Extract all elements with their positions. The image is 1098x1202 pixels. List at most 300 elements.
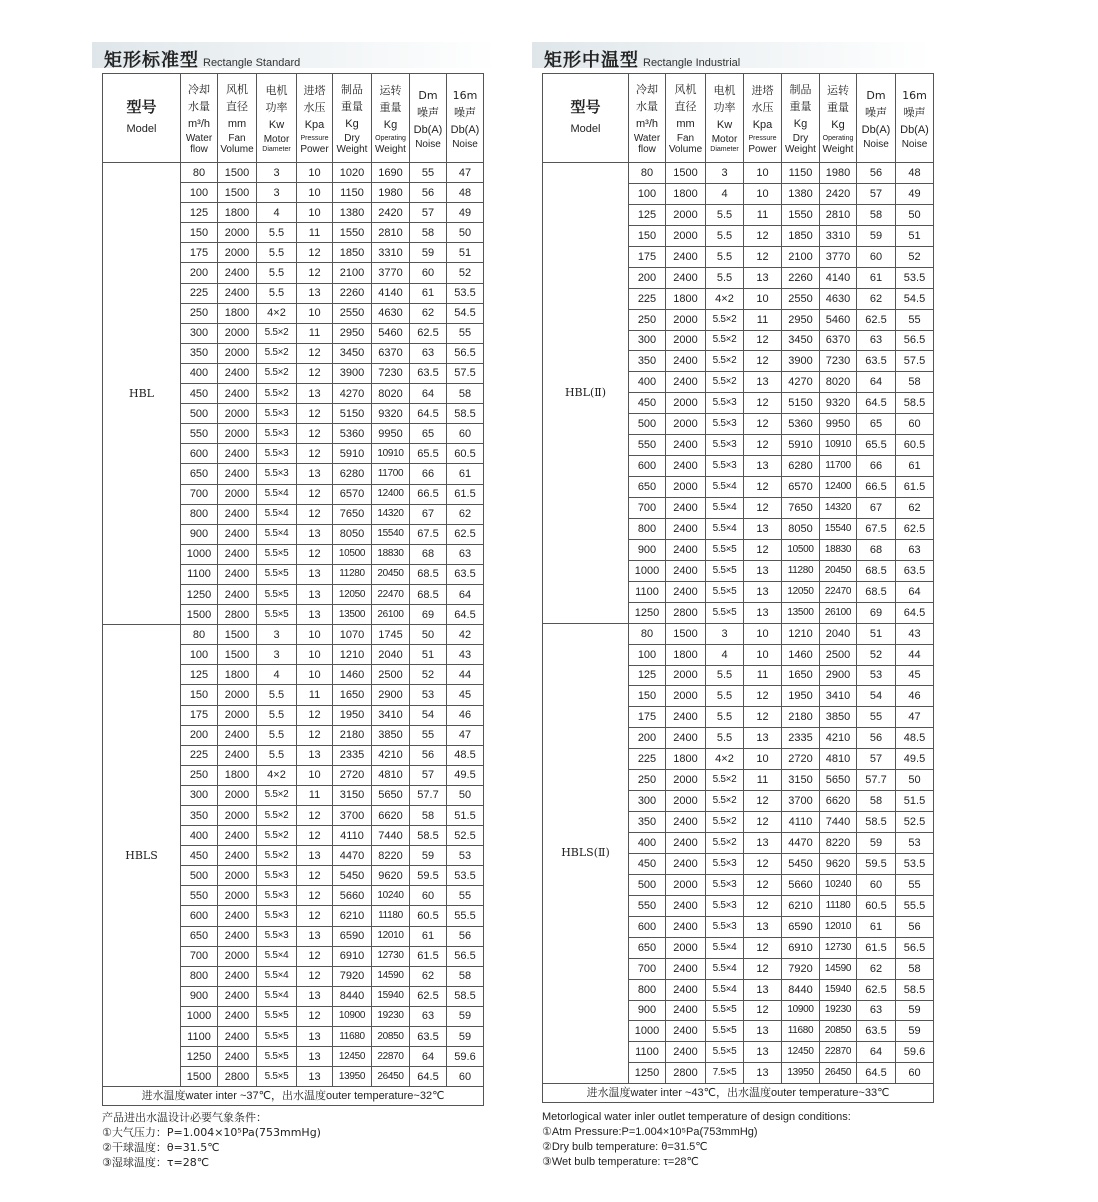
table-cell: 59.6 (447, 1047, 484, 1067)
table-cell: 1250 (629, 1063, 666, 1084)
table-cell: 8020 (372, 384, 410, 404)
table-cell: 10 (297, 183, 333, 203)
table-cell: 80 (629, 623, 666, 644)
table-cell: 500 (629, 874, 666, 895)
table-cell: 58.5 (447, 986, 484, 1006)
table-cell: 2260 (782, 267, 820, 288)
header-zh: 风机 (674, 83, 697, 96)
table-cell: 3 (257, 183, 297, 203)
header-en: Operating (822, 134, 854, 142)
table-cell: 5.5×5 (257, 544, 297, 564)
header-cell (744, 74, 782, 163)
table-cell: 5.5×3 (257, 906, 297, 926)
table-cell: 8220 (820, 833, 857, 854)
header-model-en: Model (126, 123, 157, 135)
table-cell: 45 (447, 685, 484, 705)
model-cell: HBLS (103, 625, 181, 1087)
table-cell: 1800 (666, 288, 706, 309)
table-cell: 51 (447, 243, 484, 263)
table-cell: 5.5 (257, 283, 297, 303)
table-cell: 63.5 (896, 560, 934, 581)
header-unit: Kpa (304, 118, 325, 131)
table-cell: 69 (410, 605, 447, 625)
table-cell: 58.5 (857, 812, 896, 833)
table-cell: 1150 (333, 183, 372, 203)
table-cell: 5.5×4 (706, 477, 744, 498)
header-en: Water (185, 133, 213, 144)
table-cell: 13 (744, 456, 782, 477)
table-cell: 1250 (181, 1047, 218, 1067)
panel-title-zh: 矩形标准型 (104, 50, 199, 71)
header-zh: 噪声 (454, 105, 476, 119)
table-cell: 175 (181, 705, 218, 725)
table-cell: 6620 (820, 791, 857, 812)
table-cell: 63 (410, 343, 447, 363)
table-cell: 67 (857, 498, 896, 519)
table-cell: 600 (629, 916, 666, 937)
table-cell: 150 (181, 223, 218, 243)
table-cell: 44 (896, 644, 934, 665)
table-cell: 5.5×3 (706, 916, 744, 937)
header-cell (706, 74, 744, 163)
table-cell: 2400 (666, 267, 706, 288)
table-cell: 68 (410, 544, 447, 564)
table-cell: 60.5 (410, 906, 447, 926)
table-cell: 13 (297, 283, 333, 303)
table-cell: 2400 (218, 725, 257, 745)
table-cell: 7440 (372, 826, 410, 846)
table-cell: 9950 (820, 414, 857, 435)
table-cell: 5.5×4 (257, 946, 297, 966)
table-cell: 2400 (666, 916, 706, 937)
table-cell: 8220 (372, 846, 410, 866)
table-cell: 12 (744, 874, 782, 895)
table-cell: 80 (181, 163, 218, 183)
table-cell: 4×2 (257, 303, 297, 323)
header-zh: 重量 (379, 100, 402, 114)
table-cell: 14590 (372, 966, 410, 986)
table-cell: 6590 (782, 916, 820, 937)
header-model-en: Model (570, 123, 601, 135)
table-cell: 11 (744, 770, 782, 791)
table-cell: 12 (744, 812, 782, 833)
table-cell: 2400 (218, 1027, 257, 1047)
table-cell: 6280 (333, 464, 372, 484)
table-cell: 7650 (333, 504, 372, 524)
table-cell: 2800 (666, 1063, 706, 1084)
table-cell: 10 (744, 288, 782, 309)
table-cell: 450 (629, 393, 666, 414)
table-cell: 63.5 (857, 351, 896, 372)
table-cell: 67 (410, 504, 447, 524)
table-cell: 13950 (782, 1063, 820, 1084)
table-cell: 5.5 (257, 223, 297, 243)
table-cell: 2335 (333, 745, 372, 765)
table-cell: 5.5 (706, 728, 744, 749)
table-cell: 5.5×4 (257, 966, 297, 986)
header-en: Weight (336, 144, 368, 155)
table-cell: 52 (410, 665, 447, 685)
header-en: Motor (711, 133, 738, 145)
table-cell: 62 (447, 504, 484, 524)
table-cell: 80 (181, 625, 218, 645)
table-cell: 13 (297, 846, 333, 866)
table-cell: 12 (744, 791, 782, 812)
table-cell: 4110 (333, 826, 372, 846)
header-cell (629, 74, 666, 163)
table-cell: 7920 (782, 958, 820, 979)
header-zh: 进塔 (751, 83, 774, 97)
table-cell: 52 (896, 246, 934, 267)
table-cell: 10 (297, 665, 333, 685)
table-cell: 52 (857, 644, 896, 665)
table-cell: 56.5 (896, 330, 934, 351)
header-unit: mm (227, 118, 247, 130)
table-cell: 9620 (820, 853, 857, 874)
table-cell: 11180 (820, 895, 857, 916)
table-cell: 6370 (372, 343, 410, 363)
table-cell: 2000 (218, 886, 257, 906)
table-cell: 59 (857, 225, 896, 246)
table-cell: 13 (297, 1067, 333, 1087)
header-zh: 风机 (226, 83, 248, 96)
table-cell: 650 (181, 464, 218, 484)
header-en: Diameter (262, 145, 291, 153)
table-row (103, 625, 484, 645)
table-cell: 3900 (782, 351, 820, 372)
table-cell: 5.5×2 (257, 826, 297, 846)
panel-title-en: Rectangle Industrial (643, 57, 741, 69)
table-cell: 2400 (666, 895, 706, 916)
table-cell: 12 (744, 707, 782, 728)
table-cell: 8050 (782, 518, 820, 539)
table-cell: 200 (181, 725, 218, 745)
table-cell: 58.5 (447, 404, 484, 424)
table-cell: 3 (706, 623, 744, 644)
table-cell: 5.5 (706, 665, 744, 686)
table-cell: 2000 (666, 686, 706, 707)
table-cell: 2000 (666, 414, 706, 435)
standard-panel (92, 40, 498, 1169)
header-model (543, 74, 629, 163)
table-cell: 11 (297, 323, 333, 343)
inlet-note: 进水温度water inter ~43℃，出水温度outer temperature~33℃ (543, 1084, 934, 1103)
table-cell: 61.5 (410, 946, 447, 966)
table-cell: 8050 (333, 524, 372, 544)
table-cell: 10910 (820, 435, 857, 456)
header-en: Noise (415, 138, 441, 150)
model-cell: HBLS(Ⅱ) (543, 623, 629, 1084)
table-cell: 5.5×4 (706, 937, 744, 958)
table-cell: 64 (896, 581, 934, 602)
table-cell: 2800 (666, 602, 706, 623)
table-cell: 13 (744, 602, 782, 623)
table-cell: 2000 (218, 484, 257, 504)
table-cell: 12 (297, 886, 333, 906)
table-cell: 4810 (372, 765, 410, 785)
table-cell: 64.5 (857, 1063, 896, 1084)
table-cell: 61 (857, 916, 896, 937)
header-en: Pressure (300, 134, 329, 142)
model-cell: HBL (103, 163, 181, 625)
table-cell: 2400 (666, 518, 706, 539)
table-cell: 700 (629, 498, 666, 519)
table-cell: 350 (629, 351, 666, 372)
table-cell: 59 (896, 1021, 934, 1042)
header-cell (666, 74, 706, 163)
table-cell: 3310 (372, 243, 410, 263)
table-cell: 8020 (820, 372, 857, 393)
table-cell: 12 (297, 263, 333, 283)
table-cell: 54.5 (896, 288, 934, 309)
panel-title-bar (532, 40, 932, 70)
table-cell: 58 (447, 966, 484, 986)
table-cell: 900 (629, 1000, 666, 1021)
table-cell: 6910 (782, 937, 820, 958)
table-cell: 1800 (666, 644, 706, 665)
table-cell: 59 (410, 243, 447, 263)
table-cell: 49.5 (896, 749, 934, 770)
table-cell: 65.5 (410, 444, 447, 464)
header-cell (447, 74, 484, 163)
header-cell (297, 74, 333, 163)
table-cell: 300 (629, 791, 666, 812)
table-cell: 64.5 (447, 605, 484, 625)
table-cell: 225 (181, 745, 218, 765)
table-cell: 5.5 (257, 745, 297, 765)
table-cell: 12 (297, 705, 333, 725)
table-cell: 100 (181, 645, 218, 665)
table-cell: 12 (744, 958, 782, 979)
table-cell: 2000 (666, 937, 706, 958)
table-cell: 5460 (820, 309, 857, 330)
table-cell: 61.5 (447, 484, 484, 504)
table-row (103, 163, 484, 183)
table-cell: 1250 (181, 584, 218, 604)
table-cell: 9620 (372, 866, 410, 886)
table-cell: 10 (744, 183, 782, 204)
table-cell: 49 (447, 203, 484, 223)
spec-table-industrial (542, 73, 934, 1103)
table-cell: 2000 (666, 477, 706, 498)
table-cell: 58.5 (896, 979, 934, 1000)
table-cell: 11 (297, 685, 333, 705)
table-cell: 56.5 (447, 946, 484, 966)
table-cell: 1380 (333, 203, 372, 223)
header-zh: 水量 (188, 100, 210, 113)
table-cell: 3850 (820, 707, 857, 728)
table-cell: 1380 (782, 183, 820, 204)
table-cell: 5910 (333, 444, 372, 464)
table-cell: 5.5×5 (257, 584, 297, 604)
table-cell: 100 (629, 644, 666, 665)
table-cell: 15540 (372, 524, 410, 544)
table-cell: 1500 (218, 183, 257, 203)
table-cell: 4140 (820, 267, 857, 288)
table-cell: 13500 (782, 602, 820, 623)
table-cell: 60 (410, 886, 447, 906)
table-cell: 13 (744, 1042, 782, 1063)
table-cell: 57 (410, 765, 447, 785)
header-en: Noise (863, 138, 889, 150)
design-conditions-standard (102, 1110, 321, 1170)
table-cell: 2000 (218, 946, 257, 966)
table-cell: 5.5×3 (257, 464, 297, 484)
table-cell: 10 (744, 163, 782, 184)
table-cell: 10900 (782, 1000, 820, 1021)
table-cell: 14590 (820, 958, 857, 979)
table-cell: 2400 (666, 456, 706, 477)
header-zh: 水量 (636, 100, 658, 113)
table-cell: 2950 (333, 323, 372, 343)
table-cell: 4×2 (706, 288, 744, 309)
table-cell: 18830 (820, 539, 857, 560)
table-cell: 5.5×2 (706, 770, 744, 791)
table-cell: 59 (410, 846, 447, 866)
table-cell: 63 (896, 539, 934, 560)
table-cell: 2000 (666, 874, 706, 895)
table-cell: 55.5 (447, 906, 484, 926)
table-cell: 52.5 (896, 812, 934, 833)
table-cell: 12 (297, 544, 333, 564)
table-cell: 2810 (372, 223, 410, 243)
table-cell: 5.5×3 (257, 424, 297, 444)
table-cell: 64 (447, 584, 484, 604)
table-cell: 5.5 (257, 685, 297, 705)
table-cell: 1100 (181, 564, 218, 584)
table-cell: 6370 (820, 330, 857, 351)
table-cell: 4270 (782, 372, 820, 393)
header-en: Water (633, 133, 661, 144)
table-cell: 2000 (218, 404, 257, 424)
table-cell: 62 (410, 303, 447, 323)
table-row (543, 163, 934, 184)
header-cell (218, 74, 257, 163)
table-cell: 4210 (372, 745, 410, 765)
table-cell: 63.5 (447, 564, 484, 584)
table-cell: 350 (181, 806, 218, 826)
table-cell: 57.5 (896, 351, 934, 372)
table-cell: 5.5×3 (706, 853, 744, 874)
table-cell: 12400 (372, 484, 410, 504)
table-cell: 47 (896, 707, 934, 728)
table-cell: 5.5×5 (706, 602, 744, 623)
table-cell: 20450 (820, 560, 857, 581)
table-cell: 550 (181, 886, 218, 906)
inlet-note-row (103, 1087, 484, 1106)
table-cell: 2550 (333, 303, 372, 323)
table-cell: 5.5×5 (706, 1021, 744, 1042)
table-cell: 5.5×3 (706, 895, 744, 916)
table-cell: 1150 (782, 163, 820, 184)
table-cell: 22870 (372, 1047, 410, 1067)
table-cell: 12010 (372, 926, 410, 946)
table-cell: 5.5×5 (257, 1027, 297, 1047)
table-cell: 68.5 (410, 564, 447, 584)
table-cell: 150 (181, 685, 218, 705)
header-unit: mm (676, 118, 695, 130)
table-cell: 1000 (629, 1021, 666, 1042)
table-cell: 2400 (218, 986, 257, 1006)
table-cell: 1250 (629, 602, 666, 623)
table-cell: 51 (896, 225, 934, 246)
table-cell: 800 (181, 966, 218, 986)
table-cell: 13 (744, 581, 782, 602)
header-zh: 运转 (379, 83, 402, 97)
table-cell: 1500 (218, 625, 257, 645)
condition-line: ③湿球温度：τ=28℃ (102, 1156, 210, 1169)
table-cell: 58.5 (410, 826, 447, 846)
condition-line: ③Wet bulb temperature: τ=28℃ (542, 1156, 699, 1168)
table-cell: 5.5 (257, 725, 297, 745)
table-cell: 2810 (820, 204, 857, 225)
table-cell: 2420 (372, 203, 410, 223)
table-cell: 1500 (218, 645, 257, 665)
table-cell: 11 (744, 309, 782, 330)
table-cell: 61 (857, 267, 896, 288)
table-cell: 10 (744, 623, 782, 644)
table-cell: 64 (410, 384, 447, 404)
header-cell (181, 74, 218, 163)
table-cell: 1500 (218, 163, 257, 183)
table-cell: 6570 (333, 484, 372, 504)
table-cell: 46 (447, 705, 484, 725)
table-cell: 6570 (782, 477, 820, 498)
table-cell: 2400 (666, 1000, 706, 1021)
table-cell: 56 (447, 926, 484, 946)
table-cell: 62.5 (896, 518, 934, 539)
table-cell: 12010 (820, 916, 857, 937)
table-cell: 10240 (372, 886, 410, 906)
inlet-note: 进水温度water inter ~37℃，出水温度outer temperature~32℃ (103, 1087, 484, 1106)
table-cell: 4210 (820, 728, 857, 749)
table-cell: 250 (629, 770, 666, 791)
table-cell: 5.5 (706, 267, 744, 288)
table-cell: 2500 (820, 644, 857, 665)
header-unit: Db(A) (450, 123, 480, 136)
table-cell: 2400 (666, 581, 706, 602)
table-cell: 59.5 (410, 866, 447, 886)
table-cell: 62.5 (447, 524, 484, 544)
table-cell: 50 (447, 223, 484, 243)
table-cell: 2180 (333, 725, 372, 745)
table-cell: 12 (297, 826, 333, 846)
table-cell: 5.5×3 (257, 404, 297, 424)
table-cell: 12 (297, 504, 333, 524)
table-cell: 5.5×5 (257, 1047, 297, 1067)
header-unit: Db(A) (413, 123, 443, 136)
table-cell: 2400 (666, 707, 706, 728)
table-cell: 22470 (372, 584, 410, 604)
table-cell: 5.5 (257, 243, 297, 263)
header-model (103, 74, 181, 163)
header-cell (820, 74, 857, 163)
conditions-title: Metorlogical water inler outlet temperature of design conditions: (542, 1111, 851, 1123)
table-cell: 20450 (372, 564, 410, 584)
model-cell: HBL(Ⅱ) (543, 163, 629, 624)
header-en: Weight (375, 143, 406, 155)
table-cell: 12 (297, 725, 333, 745)
header-unit: Kw (716, 118, 733, 131)
table-cell: 5.5×2 (706, 330, 744, 351)
table-cell: 550 (181, 424, 218, 444)
table-cell: 7230 (820, 351, 857, 372)
table-cell: 2400 (218, 826, 257, 846)
table-cell: 59 (447, 1006, 484, 1026)
table-cell: 14320 (820, 498, 857, 519)
table-cell: 15540 (820, 518, 857, 539)
table-cell: 5.5 (706, 225, 744, 246)
